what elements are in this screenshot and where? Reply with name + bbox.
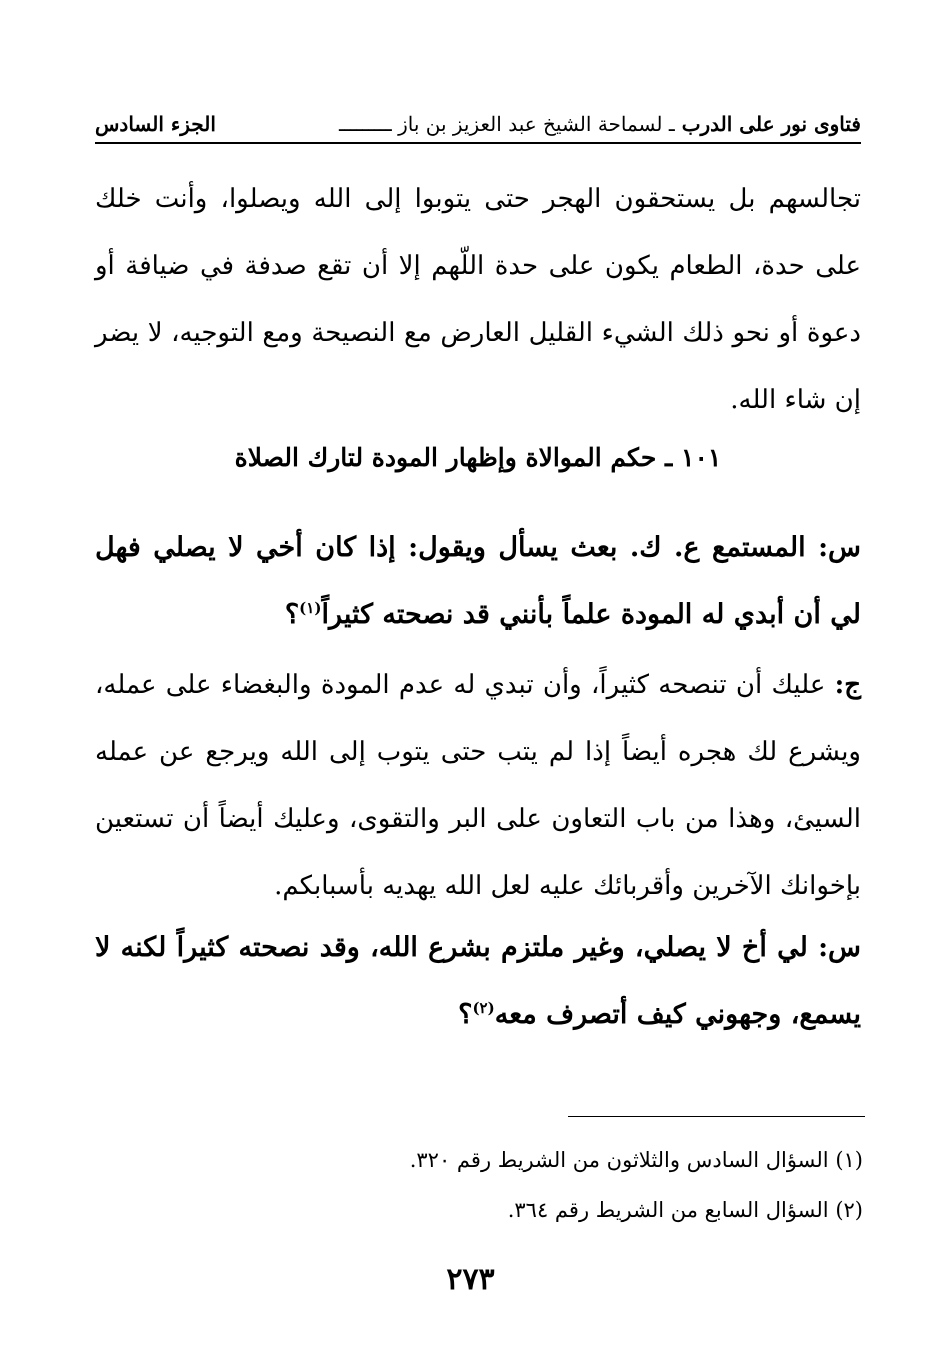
- running-header: [95, 106, 861, 144]
- answer-1: [95, 652, 861, 920]
- book-title: فتاوى نور على الدرب: [681, 112, 861, 136]
- footnote-marker-2: (٢): [472, 999, 495, 1017]
- author-line: ـ لسماحة الشيخ عبد العزيز بن باز ـــــــــ: [338, 112, 675, 136]
- answer-1-text: عليك أن تنصحه كثيراً، وأن تبدي له عدم المودة والبغضاء على عمله، ويشرع لك هجره أيضاً إذا لم يتب حتى يتوب إلى الله ويرجع عن عمله السيئ، وهذا من باب التعاون على البر والتقوى، وعليك أيضاً أن تستعين بإخوانك الآخرين وأقربائك عليه لعل الله يهديه بأسبابكم.: [95, 670, 861, 901]
- page-number: ٢٧٣: [446, 1262, 495, 1297]
- question-1-text: س: المستمع ع. ك. بعث يسأل ويقول: إذا كان أخي لا يصلي فهل لي أن أبدي له المودة علماً بأنني قد نصحته كثيراً: [95, 532, 861, 630]
- footnote-marker-1: (١): [299, 599, 322, 617]
- footnote-1: (١) السؤال السادس والثلاثون من الشريط رقم ٣٢٠.: [409, 1148, 863, 1172]
- intro-paragraph: تجالسهم بل يستحقون الهجر حتى يتوبوا إلى الله ويصلوا، وأنت خلك على حدة، الطعام يكون على حدة اللّهم إلا أن تقع صدفة في ضيافة أو دعوة أو نحو ذلك الشيء القليل العارض مع النصيحة ومع التوجيه، لا يضر إن شاء الله.: [95, 184, 861, 415]
- question-1-end: ؟: [284, 599, 300, 630]
- question-1: [95, 518, 861, 645]
- question-2: [95, 918, 861, 1045]
- question-2-end: ؟: [458, 999, 473, 1030]
- volume-label: الجزء السادس: [95, 112, 216, 136]
- footnote-2: (٢) السؤال السابع من الشريط رقم ٣٦٤.: [507, 1198, 863, 1222]
- footnote-divider: [568, 1116, 865, 1117]
- question-2-text: س: لي أخ لا يصلي، وغير ملتزم بشرع الله، وقد نصحته كثيراً لكنه لا يسمع، وجهوني كيف أتصرف معه: [95, 932, 861, 1030]
- answer-1-lead: ج:: [834, 670, 862, 700]
- section-title: ١٠١ ـ حكم الموالاة وإظهار المودة لتارك الصلاة: [234, 443, 722, 472]
